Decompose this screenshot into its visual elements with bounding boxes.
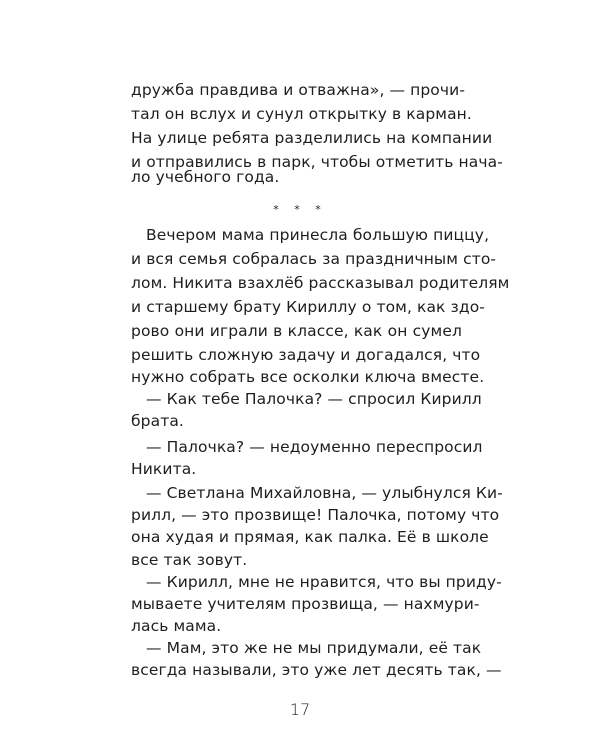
text-line: и старшему брату Кириллу о том, как здо- — [131, 298, 485, 316]
text-line: дружба правдива и отважна», — прочи- — [131, 81, 466, 99]
text-line: — Светлана Михайловна, — улыбнулся Ки- — [146, 484, 503, 502]
text-line: все так зовут. — [131, 551, 248, 569]
text-line: она худая и прямая, как палка. Её в школе — [131, 528, 489, 546]
text-line: лась мама. — [131, 617, 222, 635]
text-line: и отправились в парк, чтобы отметить нача- — [131, 153, 503, 171]
text-line: — Кирилл, мне не нравится, что вы приду- — [146, 573, 502, 591]
page-number: 17 — [289, 700, 311, 719]
text-line: решить сложную задачу и догадался, что — [131, 346, 481, 364]
text-line: рилл, — это прозвище! Палочка, потому что — [131, 506, 500, 524]
text-line: На улице ребята разделились на компании — [131, 129, 493, 147]
text-line: Вечером мама принесла большую пиццу, — [146, 226, 490, 244]
text-line: тал он вслух и сунул открытку в карман. — [131, 105, 472, 123]
text-line: — Как тебе Палочка? — спросил Кирилл — [146, 390, 482, 408]
text-line: ло учебного года. — [131, 168, 280, 186]
text-line: нужно собрать все осколки ключа вместе. — [131, 368, 485, 386]
text-line: и вся семья собралась за праздничным сто- — [131, 250, 497, 268]
text-line: рово они играли в классе, как он сумел — [131, 322, 462, 340]
text-line: Никита. — [131, 460, 197, 478]
text-line: лом. Никита взахлёб рассказывал родителям — [131, 274, 510, 292]
text-line: мываете учителям прозвища, — нахмури- — [131, 595, 480, 613]
text-line: — Мам, это же не мы придумали, её так — [146, 639, 482, 657]
section-separator: * * * — [273, 203, 327, 216]
text-line: брата. — [131, 412, 184, 430]
text-line: — Палочка? — недоуменно переспросил — [146, 438, 483, 456]
text-line: всегда называли, это уже лет десять так, — — [131, 661, 502, 679]
